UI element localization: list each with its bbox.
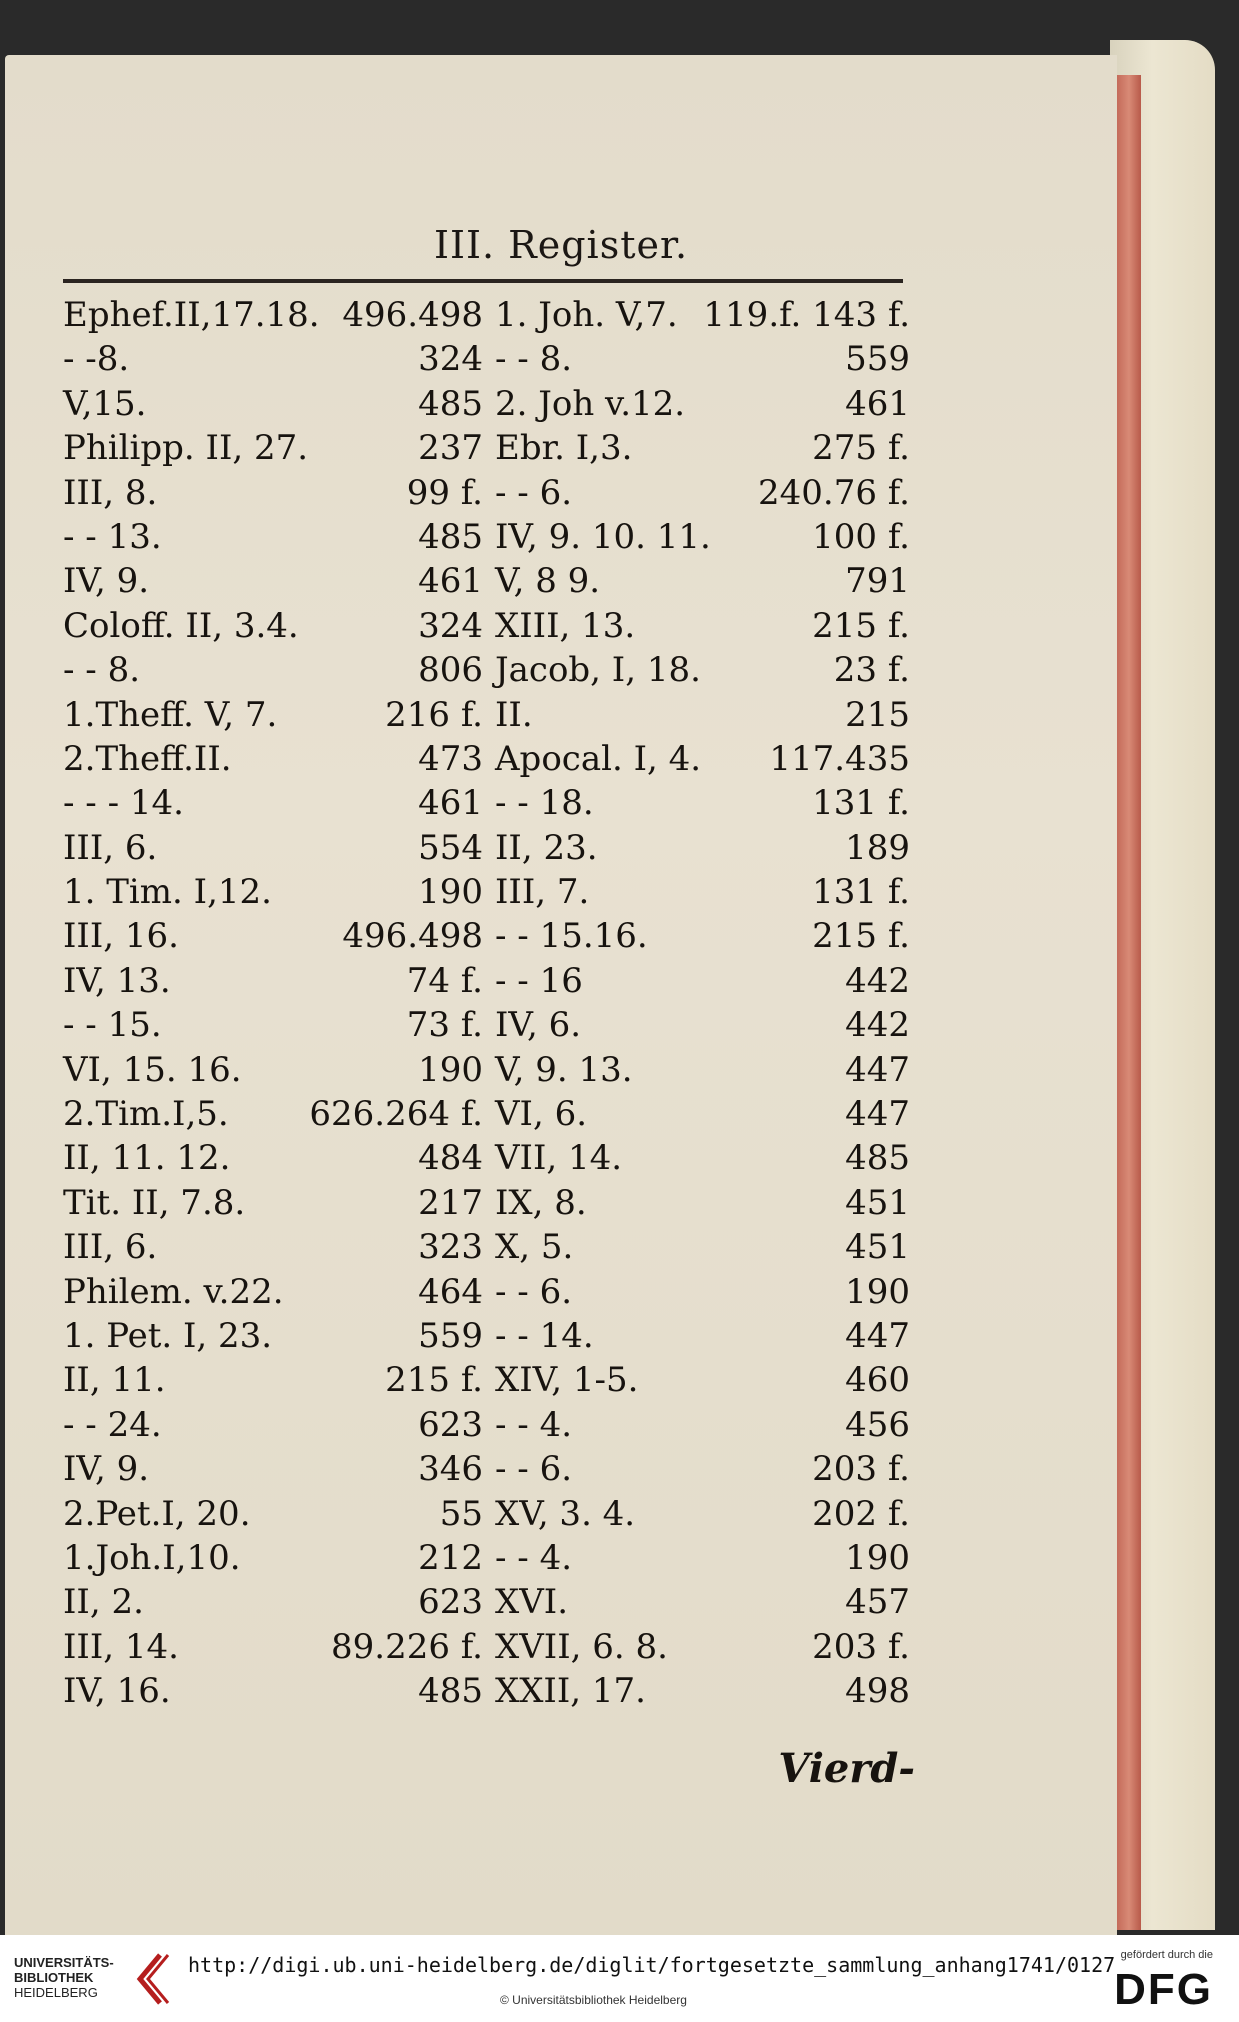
entry-reference: - - - 14. [63, 783, 184, 824]
entry-page: 202 f. [812, 1493, 910, 1534]
viewer-footer [0, 1935, 1239, 2022]
entry-reference: VII, 14. [495, 1138, 623, 1179]
register-entry [495, 650, 910, 694]
header-rule [63, 279, 903, 283]
register-entry [63, 1050, 483, 1094]
register-entry [495, 695, 910, 739]
entry-reference: XXII, 17. [495, 1671, 646, 1712]
entry-reference: II, 11. 12. [63, 1138, 231, 1179]
entry-reference: Jacob, I, 18. [495, 650, 701, 691]
entry-page: 626.264 f. [309, 1094, 483, 1135]
entry-reference: 1. Joh. V,7. [495, 295, 678, 335]
entry-page: 215 f. [812, 916, 910, 957]
entry-reference: - -8. [63, 339, 130, 380]
entry-reference: IV, 9. [63, 561, 150, 602]
entry-page: 447 [845, 1049, 910, 1090]
register-entry [495, 916, 910, 960]
entry-page: 496.498 [342, 295, 483, 335]
permalink-url[interactable]: http://digi.ub.uni-heidelberg.de/diglit/fortgesetzte_sammlung_anhang1741/0127 [188, 1953, 1116, 1977]
entry-page: 117.435 [769, 738, 910, 779]
entry-page: 131 f. [812, 872, 910, 913]
entry-reference: II, 2. [63, 1582, 144, 1623]
entry-page: 559 [418, 1315, 483, 1356]
entry-page: 451 [845, 1227, 910, 1268]
entry-page: 215 f. [812, 605, 910, 646]
entry-page: 275 f. [812, 428, 910, 469]
entry-page: 190 [418, 872, 483, 913]
register-entry [495, 1538, 910, 1582]
entry-reference: - - 4. [495, 1404, 573, 1445]
register-entry [63, 1272, 483, 1316]
red-page-edge [1117, 75, 1141, 1930]
entry-reference: 1. Pet. I, 23. [63, 1315, 273, 1356]
entry-reference: III, 6. [63, 827, 158, 868]
entry-page: 485 [418, 1671, 483, 1712]
register-entry [63, 1405, 483, 1449]
entry-reference: 2.Pet.I, 20. [63, 1493, 251, 1534]
entry-page: 447 [845, 1094, 910, 1135]
entry-reference: - - 18. [495, 783, 594, 824]
entry-page: 190 [418, 1049, 483, 1090]
entry-reference: XVI. [495, 1582, 568, 1623]
register-entry [495, 295, 910, 339]
entry-reference: - - 6. [495, 1449, 573, 1490]
entry-reference: 2. Joh v.12. [495, 383, 686, 424]
entry-page: 461 [418, 783, 483, 824]
entry-page: 240.76 f. [758, 472, 910, 513]
library-name [14, 1955, 114, 2000]
register-entry [63, 1494, 483, 1538]
entry-page: 216 f. [385, 694, 483, 735]
register-entry [495, 1094, 910, 1138]
register-entry [63, 1360, 483, 1404]
register-entry [495, 872, 910, 916]
entry-page: 215 f. [385, 1360, 483, 1401]
entry-page: 451 [845, 1182, 910, 1223]
entry-reference: - - 16 [495, 960, 583, 1001]
entry-page: 203 f. [812, 1626, 910, 1667]
funding-note: gefördert durch die [1120, 1949, 1213, 1961]
entry-page: 806 [418, 650, 483, 691]
entry-page: 237 [418, 428, 483, 469]
register-entry [495, 1405, 910, 1449]
register-column-right [495, 295, 910, 1716]
entry-reference: III, 7. [495, 872, 590, 913]
entry-reference: III, 16. [63, 916, 179, 957]
entry-page: 623 [418, 1582, 483, 1623]
entry-reference: - - 6. [495, 1271, 573, 1312]
register-entry [495, 1227, 910, 1271]
register-entry [63, 1094, 483, 1138]
entry-page: 559 [845, 339, 910, 380]
entry-page: 496.498 [342, 916, 483, 957]
entry-page: 131 f. [812, 783, 910, 824]
entry-page: 346 [418, 1449, 483, 1490]
entry-page: 461 [418, 561, 483, 602]
entry-page: 190 [845, 1271, 910, 1312]
entry-reference: IV, 6. [495, 1005, 582, 1046]
entry-reference: - - 6. [495, 472, 573, 513]
register-entry [495, 1138, 910, 1182]
entry-reference: - - 24. [63, 1404, 162, 1445]
entry-reference: IV, 16. [63, 1671, 171, 1712]
library-name-line: BIBLIOTHEK [14, 1970, 94, 1985]
register-entry [63, 1183, 483, 1227]
entry-reference: II, 11. [63, 1360, 166, 1401]
register-entry [495, 961, 910, 1005]
page-header: III. Register. [433, 223, 689, 267]
entry-reference: 1.Joh.I,10. [63, 1537, 241, 1578]
register-entry [63, 1138, 483, 1182]
entry-reference: IV, 13. [63, 960, 171, 1001]
library-name-line: HEIDELBERG [14, 1985, 98, 2000]
entry-page: 323 [418, 1227, 483, 1268]
entry-page: 217 [418, 1182, 483, 1223]
entry-reference: Tit. II, 7.8. [63, 1182, 246, 1223]
entry-reference: III, 6. [63, 1227, 158, 1268]
library-name-line: UNIVERSITÄTS- [14, 1955, 114, 1970]
entry-reference: 2.Tim.I,5. [63, 1094, 229, 1135]
register-entry [63, 561, 483, 605]
register-entry [63, 1582, 483, 1626]
entry-reference: X, 5. [495, 1227, 574, 1268]
register-entry [63, 1227, 483, 1271]
entry-reference: II. [495, 694, 533, 735]
entry-reference: Ebr. I,3. [495, 428, 633, 469]
register-entry [495, 1494, 910, 1538]
register-entry [63, 783, 483, 827]
entry-reference: XV, 3. 4. [495, 1493, 636, 1534]
register-entry [63, 517, 483, 561]
entry-reference: - - 8. [495, 339, 573, 380]
entry-page: 442 [845, 960, 910, 1001]
register-entry [495, 783, 910, 827]
copyright-notice: © Universitätsbibliothek Heidelberg [500, 1993, 687, 2007]
register-entry [495, 339, 910, 383]
register-entry [495, 1449, 910, 1493]
entry-page: 189 [845, 827, 910, 868]
entry-reference: - - 14. [495, 1315, 594, 1356]
register-entry [63, 1671, 483, 1715]
register-entry [63, 384, 483, 428]
entry-page: 442 [845, 1005, 910, 1046]
register-entry [495, 473, 910, 517]
entry-reference: III, 14. [63, 1626, 179, 1667]
register-entry [63, 1538, 483, 1582]
register-entry [63, 828, 483, 872]
register-entry [63, 428, 483, 472]
register-entry [495, 606, 910, 650]
entry-page: 485 [418, 516, 483, 557]
entry-page: 212 [418, 1537, 483, 1578]
entry-reference: VI, 15. 16. [63, 1049, 242, 1090]
entry-reference: - - 13. [63, 516, 162, 557]
entry-reference: XIII, 13. [495, 605, 636, 646]
register-entry [495, 1360, 910, 1404]
entry-page: 324 [418, 605, 483, 646]
register-entry [495, 1671, 910, 1715]
register-entry [63, 1005, 483, 1049]
register-entry [63, 1627, 483, 1671]
entry-page: 55 [439, 1493, 483, 1534]
entry-page: 498 [845, 1671, 910, 1712]
entry-page: 485 [418, 383, 483, 424]
register-entry [495, 561, 910, 605]
entry-reference: 1.Theff. V, 7. [63, 694, 278, 735]
entry-page: 484 [418, 1138, 483, 1179]
register-entry [495, 1183, 910, 1227]
entry-reference: XVII, 6. 8. [495, 1626, 668, 1667]
entry-reference: Philem. v.22. [63, 1271, 284, 1312]
register-entry [63, 916, 483, 960]
entry-reference: II, 23. [495, 827, 598, 868]
register-entry [495, 1627, 910, 1671]
entry-page: 623 [418, 1404, 483, 1445]
dfg-logo: DFG [1114, 1965, 1213, 2014]
entry-page: 99 f. [406, 472, 483, 513]
entry-page: 74 f. [406, 960, 483, 1001]
entry-reference: Apocal. I, 4. [495, 738, 702, 779]
catchword: Vierd- [778, 1745, 915, 1792]
entry-reference: V, 8 9. [495, 561, 601, 602]
library-logo-icon [130, 1951, 174, 2007]
entry-page: 554 [418, 827, 483, 868]
entry-reference: 1. Tim. I,12. [63, 872, 272, 913]
register-entry [495, 428, 910, 472]
register-entry [495, 739, 910, 783]
register-entry [63, 473, 483, 517]
entry-reference: XIV, 1-5. [495, 1360, 639, 1401]
entry-reference: 2.Theff.II. [63, 738, 232, 779]
entry-reference: - - 4. [495, 1537, 573, 1578]
entry-reference: - - 15.16. [495, 916, 648, 957]
register-entry [63, 739, 483, 783]
register-entry [63, 339, 483, 383]
entry-reference: Coloff. II, 3.4. [63, 605, 299, 646]
register-column-left [63, 295, 483, 1716]
register-entry [495, 384, 910, 428]
entry-page: 100 f. [812, 516, 910, 557]
entry-page: 457 [845, 1582, 910, 1623]
register-entry [495, 1272, 910, 1316]
register-entry [495, 517, 910, 561]
entry-reference: IV, 9. [63, 1449, 150, 1490]
register-entry [63, 606, 483, 650]
entry-page: 791 [845, 561, 910, 602]
register-entry [63, 650, 483, 694]
entry-page: 485 [845, 1138, 910, 1179]
entry-page: 190 [845, 1537, 910, 1578]
entry-reference: Philipp. II, 27. [63, 428, 309, 469]
register-entry [63, 872, 483, 916]
register-entry [63, 961, 483, 1005]
entry-page: 464 [418, 1271, 483, 1312]
entry-page: 89.226 f. [331, 1626, 483, 1667]
register-entry [495, 828, 910, 872]
entry-reference: - - 8. [63, 650, 141, 691]
entry-page: 456 [845, 1404, 910, 1445]
entry-page: 215 [845, 694, 910, 735]
register-entry [495, 1316, 910, 1360]
entry-page: 23 f. [833, 650, 910, 691]
entry-page: 461 [845, 383, 910, 424]
entry-page: 203 f. [812, 1449, 910, 1490]
entry-reference: VI, 6. [495, 1094, 588, 1135]
register-entry [495, 1050, 910, 1094]
entry-reference: IV, 9. 10. 11. [495, 516, 711, 557]
entry-page: 460 [845, 1360, 910, 1401]
register-entry [63, 1449, 483, 1493]
entry-reference: V, 9. 13. [495, 1049, 633, 1090]
entry-page: 473 [418, 738, 483, 779]
register-entry [63, 695, 483, 739]
entry-page: 73 f. [406, 1005, 483, 1046]
entry-reference: IX, 8. [495, 1182, 587, 1223]
register-entry [495, 1005, 910, 1049]
entry-page: 324 [418, 339, 483, 380]
register-entry [63, 295, 483, 339]
entry-reference: Ephef.II,17.18. [63, 295, 320, 335]
entry-page: 447 [845, 1315, 910, 1356]
entry-reference: - - 15. [63, 1005, 162, 1046]
register-entry [63, 1316, 483, 1360]
entry-page: 119.f. 143 f. [703, 295, 910, 335]
entry-reference: III, 8. [63, 472, 158, 513]
register-entry [495, 1582, 910, 1626]
entry-reference: V,15. [63, 383, 147, 424]
book-page [5, 55, 1117, 1935]
